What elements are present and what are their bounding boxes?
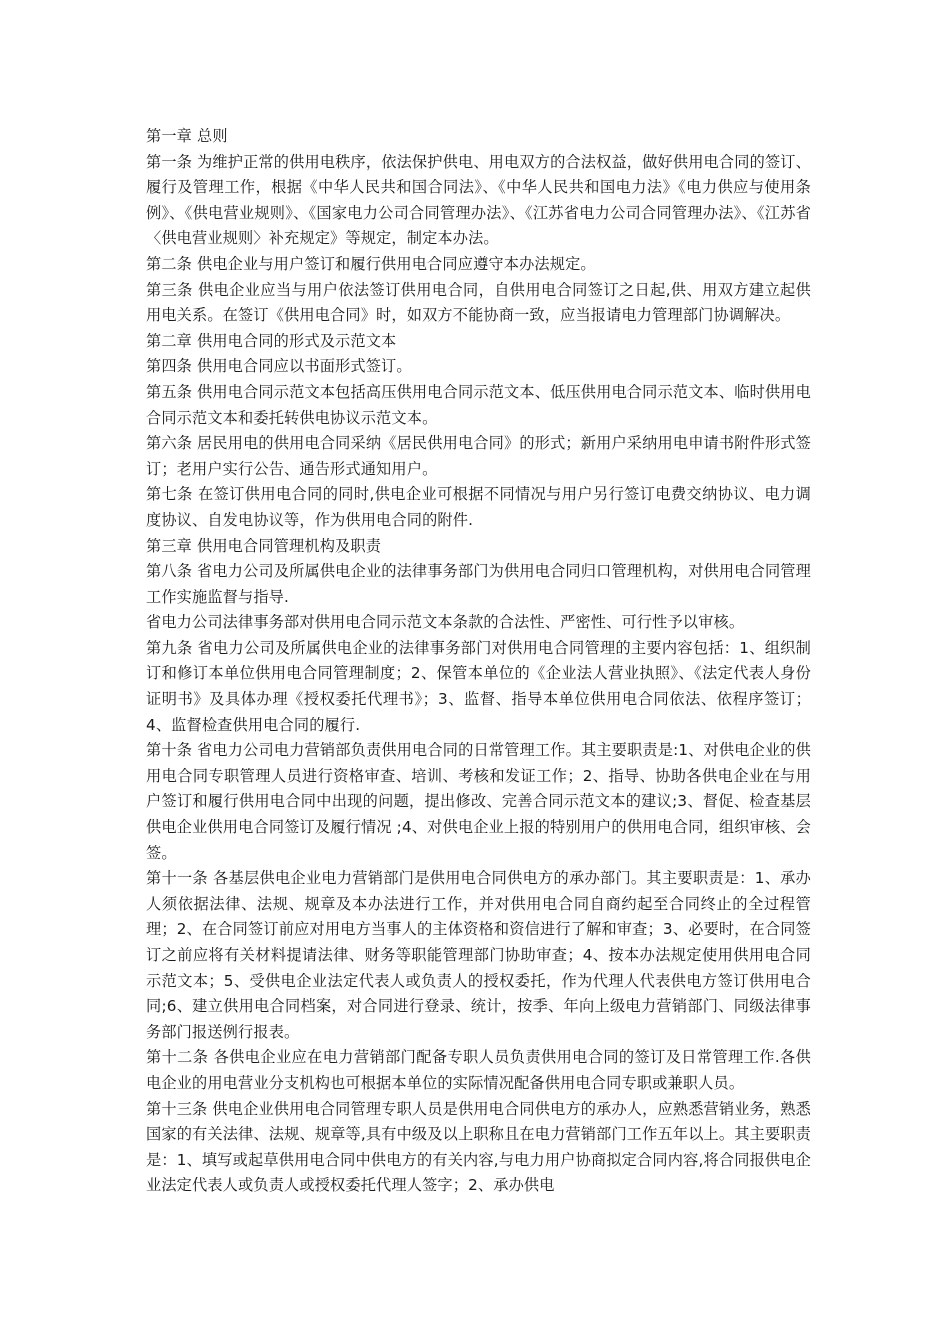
article-11: 第十一条 各基层供电企业电力营销部门是供用电合同供电方的承办部门。其主要职责是：1、承办人须依据法律、法规、规章及本办法进行工作，并对供用电合同自商约起至合同终止的全过程管理；2、在合同签订前应对用电方当事人的主体资格和资信进行了解和审查；3、必要时，在合同签订之前应将有关材料提请法律、财务等职能管理部门协助审查；4、按本办法规定使用供用电合同示范文本；5、受供电企业法定代表人或负责人的授权委托，作为代理人代表供电方签订供用电合同;6、建立供用电合同档案，对合同进行登录、统计，按季、年向上级电力营销部门、同级法律事务部门报送例行报表。 — [146, 869, 811, 1041]
article-8: 第八条 省电力公司及所属供电企业的法律事务部门为供用电合同归口管理机构，对供用电合同管理工作实施监督与指导. — [146, 562, 811, 606]
article-3: 第三条 供电企业应当与用户依法签订供用电合同，自供用电合同签订之日起,供、用双方建立起供用电关系。在签订《供用电合同》时，如双方不能协商一致，应当报请电力管理部门协调解决。 — [146, 280, 811, 325]
article-6: 第六条 居民用电的供用电合同采纳《居民供用电合同》的形式；新用户采纳用电申请书附件形式签订；老用户实行公告、通告形式通知用户。 — [146, 434, 811, 478]
chapter-3-heading: 第三章 供用电合同管理机构及职责 — [146, 536, 382, 555]
article-1: 第一条 为维护正常的供用电秩序，依法保护供电、用电双方的合法权益，做好供用电合同的签订、履行及管理工作，根据《中华人民共和国合同法》、《中华人民共和国电力法》《电力供应与使用条例》、《供电营业规则》、《国家电力公司合同管理办法》、《江苏省电力公司合同管理办法》、《江苏省〈供电营业规则〉补充规定》等规定，制定本办法。 — [146, 152, 811, 248]
article-7: 第七条 在签订供用电合同的同时,供电企业可根据不同情况与用户另行签订电费交纳协议、电力调度协议、自发电协议等，作为供用电合同的附件. — [146, 485, 811, 529]
article-2: 第二条 供电企业与用户签订和履行供用电合同应遵守本办法规定。 — [146, 254, 596, 273]
article-4: 第四条 供用电合同应以书面形式签订。 — [146, 357, 412, 376]
article-9: 第九条 省电力公司及所属供电企业的法律事务部门对供用电合同管理的主要内容包括：1、组织制订和修订本单位供用电合同管理制度；2、保管本单位的《企业法人营业执照》、《法定代表人身份证明书》及具体办理《授权委托代理书》；3、监督、指导本单位供用电合同依法、依程序签订；4、监督检查供用电合同的履行. — [146, 638, 811, 734]
article-5: 第五条 供用电合同示范文本包括高压供用电合同示范文本、低压供用电合同示范文本、临时供用电合同示范文本和委托转供电协议示范文本。 — [146, 382, 811, 427]
chapter-1-heading: 第一章 总则 — [146, 127, 228, 145]
document-body — [146, 124, 811, 1199]
article-8-supplement: 省电力公司法律事务部对供用电合同示范文本条款的合法性、严密性、可行性予以审核。 — [146, 613, 745, 632]
chapter-2-heading: 第二章 供用电合同的形式及示范文本 — [146, 331, 397, 350]
article-13: 第十三条 供电企业供用电合同管理专职人员是供用电合同供电方的承办人，应熟悉营销业务，熟悉国家的有关法律、法规、规章等,具有中级及以上职称且在电力营销部门工作五年以上。其主要职责是：1、填写或起草供用电合同中供电方的有关内容,与电力用户协商拟定合同内容,将合同报供电企业法定代表人或负责人或授权委托代理人签字；2、承办供电 — [146, 1099, 811, 1195]
article-12: 第十二条 各供电企业应在电力营销部门配备专职人员负责供用电合同的签订及日常管理工作.各供电企业的用电营业分支机构也可根据本单位的实际情况配备供用电合同专职或兼职人员。 — [146, 1048, 811, 1092]
article-10: 第十条 省电力公司电力营销部负责供用电合同的日常管理工作。其主要职责是:1、对供电企业的供用电合同专职管理人员进行资格审查、培训、考核和发证工作；2、指导、协助各供电企业在与用户签订和履行供用电合同中出现的问题，提出修改、完善合同示范文本的建议;3、督促、检查基层供电企业供用电合同签订及履行情况 ;4、对供电企业上报的特别用户的供用电合同，组织审核、会签。 — [146, 741, 811, 862]
